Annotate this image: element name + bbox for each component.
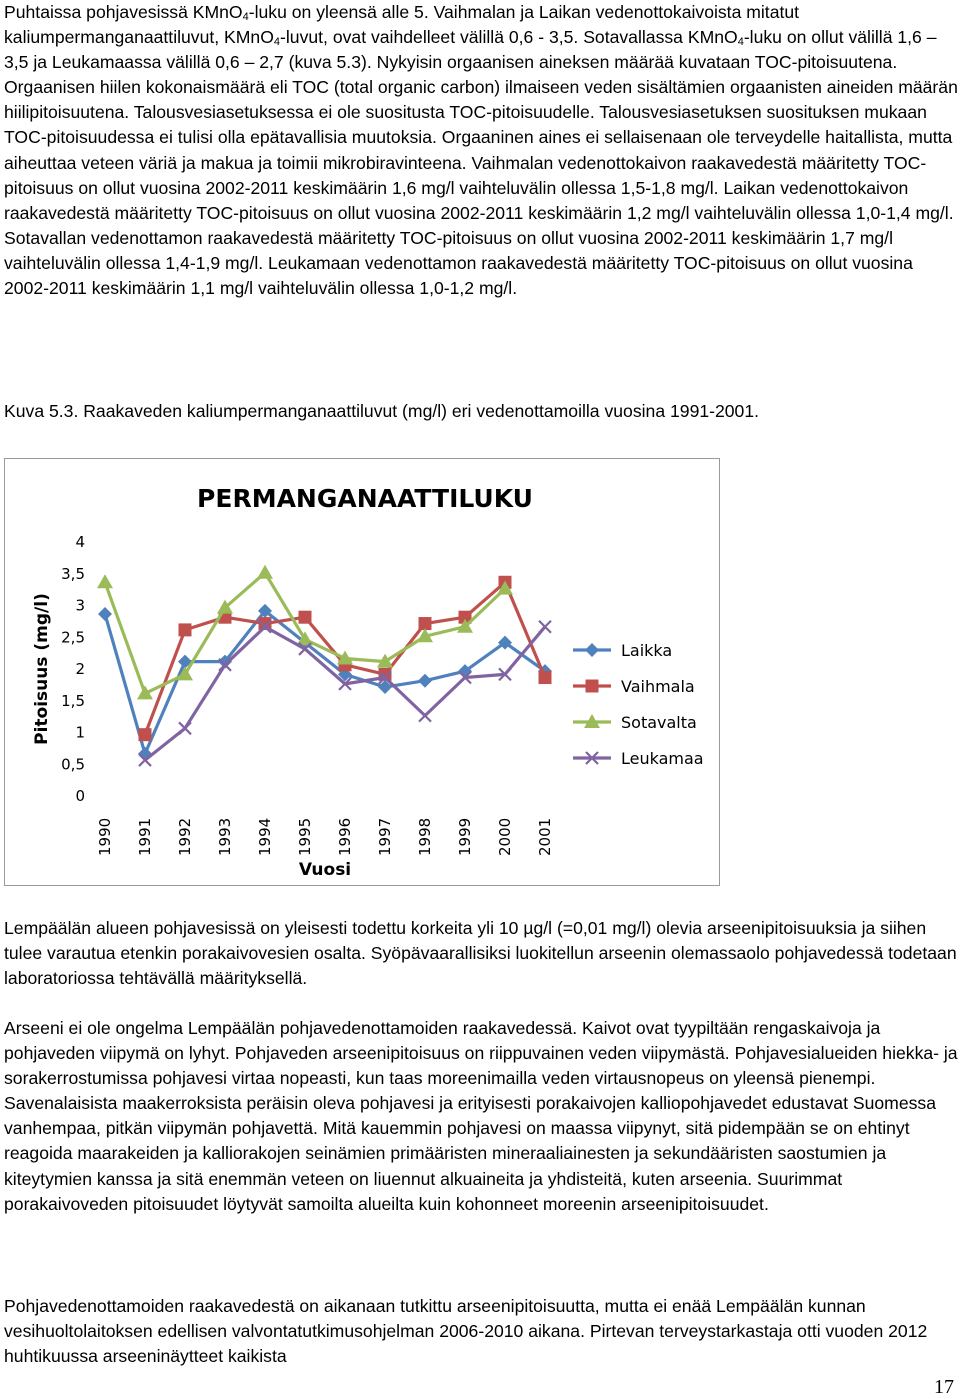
y-tick-label: 3	[75, 596, 85, 615]
data-point-laikka	[418, 674, 432, 688]
x-tick-label: 1992	[176, 817, 194, 856]
figure-caption: Kuva 5.3. Raakaveden kaliumpermanganaattiluvut (mg/l) eri vedenottamoilla vuosina 1991-2001.	[4, 401, 760, 421]
data-point-vaihmala	[139, 728, 152, 741]
paragraph-arsenic-intro: Lempäälän alueen pohjavesissä on yleisesti todettu korkeita yli 10 µg/l (=0,01 mg/l) olevia arseenipitoisuuksia ja siihen tulee varautua etenkin porakaivovesien osalta. Syöpävaarallisiksi luokitellun arseenin olemassaolo pohjavedessä todetaan laboratoriossa tehtävällä määrityksellä.	[4, 918, 957, 989]
paragraph-toc: Puhtaissa pohjavesissä KMnO$_4$-luku on yleensä alle 5. Vaihmalan ja Laikan vedenottokaivoista mitatut kaliumpermanganaattiluvut, KMnO$_4$-luvut, ovat vaihdelleet välillä 0,6 - 3,5. Sotavallassa KMnO$_4$-luku on ollut välillä 1,6 – 3,5 ja Leukamaassa välillä 0,6 – 2,7 (kuva 5.3). Nykyisin orgaanisen aineksen määrää kuvataan TOC-pitoisuutena. Orgaanisen hiilen kokonaismäärä eli TOC (total organic carbon) ilmaiseen veden sisältämien orgaanisten aineiden määrän hiilipitoisuutena. Talousvesiasetuksessa ei ole suositusta TOC-pitoisuudelle. Talousvesiasetuksen suosituksen mukaan TOC-pitoisuudessa ei tulisi olla epätavallisia muutoksia. Orgaaninen aines ei sellaisenaan ole terveydelle haitallista, mutta aiheuttaa veteen väriä ja makua ja toimii mikrobiravinteena. Vaihmalan vedenottokaivon raakavedestä määritetty TOC-pitoisuus on ollut vuosina 2002-2011 keskimäärin 1,6 mg/l vaihteluvälin ollessa 1,5-1,8 mg/l. Laikan vedenottokaivon raakavedestä määritetty TOC-pitoisuus on ollut vuosina 2002-2011 keskimäärin 1,2 mg/l vaihteluvälin ollessa 1,0-1,4 mg/l. Sotavallan vedenottamon raakavedestä määritetty TOC-pitoisuus on ollut vuosina 2002-2011 keskimäärin 1,7 mg/l vaihteluvälin ollessa 1,4-1,9 mg/l. Leukamaan vedenottamon raakavedestä määritetty TOC-pitoisuus on ollut vuosina 2002-2011 keskimäärin 1,1 mg/l vaihteluvälin ollessa 1,0-1,2 mg/l.	[4, 2, 958, 299]
legend-label-leukamaa: Leukamaa	[621, 749, 704, 768]
y-tick-label: 0,5	[61, 755, 85, 774]
data-point-leukamaa	[179, 722, 191, 734]
y-tick-label: 2,5	[61, 628, 85, 647]
y-tick-label: 2	[75, 660, 85, 678]
x-tick-label: 2000	[496, 817, 514, 856]
paragraph-arsenic-sampling: Pohjavedenottamoiden raakavedestä on aikanaan tutkittu arseenipitoisuutta, mutta ei enää Lempäälän kunnan vesihuoltolaitoksen edellisen valvontatutkimusohjelman 2006-2010 aikana. Pirtevan terveystarkastaja otti vuoden 2012 huhtikuussa arseeninäytteet kaikista	[4, 1296, 928, 1367]
x-tick-label: 1990	[96, 817, 114, 856]
y-axis-label: Pitoisuus (mg/l)	[32, 593, 52, 745]
chart-title: PERMANGANAATTILUKU	[197, 484, 533, 513]
x-tick-label: 2001	[536, 817, 554, 856]
data-point-sotavalta	[97, 574, 113, 588]
x-tick-label: 1994	[256, 817, 274, 856]
x-tick-label: 1996	[336, 817, 354, 856]
series-line-leukamaa	[145, 627, 545, 760]
data-point-vaihmala	[179, 623, 192, 636]
legend-label-laikka: Laikka	[621, 641, 673, 660]
data-point-leukamaa	[539, 621, 551, 633]
y-tick-label: 4	[75, 533, 85, 551]
x-tick-label: 1999	[456, 817, 474, 856]
x-tick-label: 1997	[376, 817, 394, 856]
y-tick-label: 0	[75, 787, 85, 805]
chart-frame	[4, 458, 720, 886]
x-tick-label: 1993	[216, 817, 234, 856]
legend-marker-vaihmala	[586, 680, 599, 693]
x-tick-label: 1998	[416, 817, 434, 856]
legend-marker-laikka	[585, 643, 599, 657]
data-point-laikka	[98, 607, 112, 621]
legend-label-sotavalta: Sotavalta	[621, 713, 697, 732]
legend-label-vaihmala: Vaihmala	[621, 677, 695, 696]
x-tick-label: 1995	[296, 817, 314, 856]
x-axis-label: Vuosi	[298, 860, 352, 880]
permanganate-chart	[5, 459, 719, 885]
data-point-vaihmala	[419, 617, 432, 630]
x-tick-label: 1991	[136, 817, 154, 856]
data-point-vaihmala	[539, 671, 552, 684]
data-point-vaihmala	[299, 611, 312, 624]
y-tick-label: 1,5	[61, 691, 85, 710]
y-tick-label: 3,5	[61, 564, 85, 583]
y-tick-label: 1	[75, 723, 85, 742]
data-point-leukamaa	[419, 710, 431, 722]
paragraph-arsenic-groundwater: Arseeni ei ole ongelma Lempäälän pohjavedenottamoiden raakavedessä. Kaivot ovat tyypiltään rengaskaivoja ja pohjaveden viipymä on lyhyt. Pohjaveden arseenipitoisuus on riippuvainen veden viipymästä. Pohjavesialueiden hiekka- ja sorakerrostumissa pohjavesi virtaa nopeasti, kun taas moreenimailla veden virtausnopeus on yleensä pienempi. Savenalaisista maakerroksista peräisin oleva pohjavesi ja erityisesti porakaivojen kalliopohjavedet edustavat Suomessa vanhempaa, pitkän viipymän pohjavettä. Mitä kauemmin pohjavesi on maassa viipynyt, sitä pidempään se on ehtinyt reagoida maarakeiden ja kalliorakojen seinämien primääristen mineraaliainesten ja sekundääristen saostumien ja kiteytymien kanssa ja sitä enemmän veteen on liuennut alkuaineita ja yhdisteitä, kuten arseenia. Suurimmat porakaivoveden pitoisuudet löytyvät samoilta alueilta kuin kohonneet moreenin arseenipitoisuudet.	[4, 1018, 958, 1214]
page-number: 17	[934, 1376, 954, 1398]
data-point-sotavalta	[257, 565, 273, 579]
